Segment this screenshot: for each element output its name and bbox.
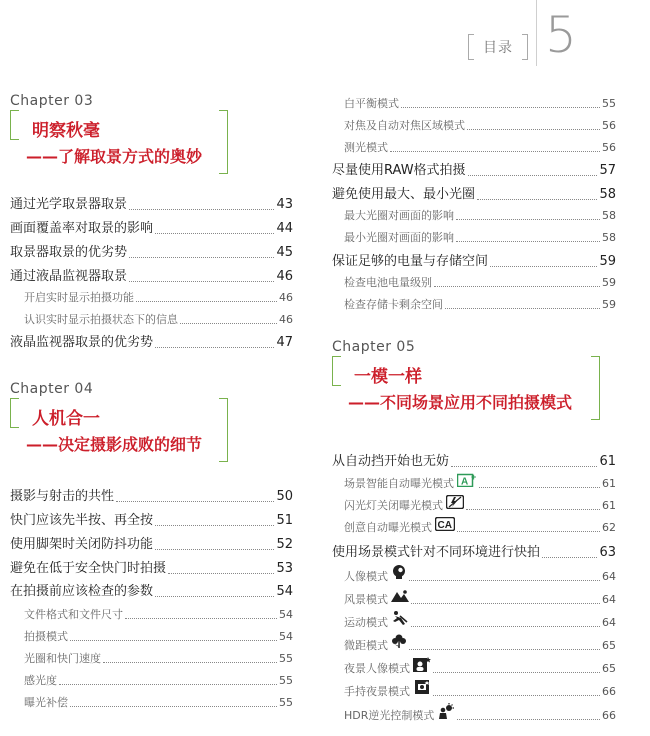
toc-leader-dots: [103, 662, 277, 663]
chapter-04-label: Chapter 04: [10, 381, 94, 397]
creative-auto-icon: [435, 517, 455, 536]
toc-entry-label: 液晶监视器取景的优劣势: [10, 335, 154, 350]
toc-entry[interactable]: [332, 453, 616, 471]
toc-leader-dots: [466, 509, 600, 510]
toc-leader-dots: [401, 107, 600, 108]
toc-entry-page: 61: [599, 454, 616, 469]
toc-entry-label: 保证足够的电量与存储空间: [332, 254, 489, 269]
toc-entry-label: 创意自动曝光模式: [344, 521, 432, 534]
toc-entry[interactable]: [344, 684, 616, 700]
toc-entry-label: 手持夜景模式: [344, 685, 410, 698]
header-divider: [536, 0, 537, 66]
toc-entry[interactable]: [344, 615, 616, 631]
toc-entry-label: 摄影与射击的共性: [10, 489, 115, 504]
toc-entry[interactable]: [344, 275, 616, 291]
toc-entry-page: 59: [602, 276, 616, 289]
toc-entry[interactable]: [344, 708, 616, 724]
toc-entry-page: 52: [276, 537, 293, 552]
toc-entry[interactable]: [344, 297, 616, 313]
toc-entry[interactable]: [344, 473, 616, 492]
toc-entry-page: 64: [602, 570, 616, 583]
toc-entry-label: 人像模式: [344, 570, 388, 583]
toc-entry-page: 61: [602, 477, 616, 490]
toc-entry-page: 51: [276, 513, 293, 528]
toc-leader-dots: [456, 241, 600, 242]
toc-leader-dots: [433, 695, 600, 696]
toc-leader-dots: [433, 672, 600, 673]
toc-entry-label: 测光模式: [344, 141, 388, 154]
svg-text:+: +: [471, 473, 477, 482]
chapter-03-subtitle: ——了解取景方式的奥妙: [26, 147, 203, 166]
toc-entry-page: 58: [602, 209, 616, 222]
toc-entry-label: 场景智能自动曝光模式: [344, 477, 454, 490]
toc-entry[interactable]: [344, 96, 616, 112]
toc-entry-page: 57: [599, 163, 616, 178]
toc-leader-dots: [434, 286, 600, 287]
toc-leader-dots: [180, 323, 277, 324]
chapter-04-title-box: [10, 398, 228, 460]
toc-entry-page: 43: [276, 197, 293, 212]
toc-leader-dots: [457, 719, 600, 720]
toc-entry[interactable]: [24, 651, 293, 667]
landscape-icon: [391, 589, 409, 608]
toc-entry-page: 55: [279, 674, 293, 687]
toc-entry-label: 运动模式: [344, 616, 388, 629]
toc-header-text: 目录: [483, 40, 513, 56]
chapter-03-label: Chapter 03: [10, 93, 94, 109]
toc-entry-label: HDR逆光控制模式: [344, 709, 435, 722]
hdr-backlight-icon: [437, 703, 455, 724]
toc-leader-dots: [70, 640, 277, 641]
chapter-04-title: 人机合一: [32, 409, 100, 429]
toc-leader-dots: [490, 266, 597, 267]
toc-entry-label: 微距模式: [344, 639, 388, 652]
toc-entry-page: 65: [602, 662, 616, 675]
toc-entry[interactable]: [24, 290, 293, 306]
toc-entry[interactable]: [344, 569, 616, 585]
toc-leader-dots: [451, 466, 597, 467]
toc-entry-label: 最小光圈对画面的影响: [344, 231, 454, 244]
toc-entry-label: 通过光学取景器取景: [10, 197, 128, 212]
toc-entry[interactable]: [332, 162, 616, 180]
chapter-05-title-box: [332, 356, 600, 418]
toc-entry-page: 59: [602, 298, 616, 311]
chapter-03-title: 明察秋毫: [32, 121, 100, 141]
toc-entry-label: 认识实时显示拍摄状态下的信息: [24, 313, 178, 326]
toc-entry-page: 46: [279, 313, 293, 326]
portrait-icon: [391, 564, 407, 585]
toc-entry-label: 避免在低于安全快门时拍摄: [10, 561, 167, 576]
toc-entry-label: 检查电池电量级别: [344, 276, 432, 289]
toc-leader-dots: [479, 487, 600, 488]
toc-entry-label: 取景器取景的优劣势: [10, 245, 128, 260]
toc-entry[interactable]: [332, 544, 616, 562]
toc-entry[interactable]: [10, 583, 293, 601]
toc-entry[interactable]: [332, 253, 616, 271]
toc-entry-page: 59: [599, 254, 616, 269]
toc-leader-dots: [542, 557, 597, 558]
toc-entry-page: 62: [602, 521, 616, 534]
toc-entry[interactable]: [344, 118, 616, 134]
toc-entry[interactable]: [10, 334, 293, 352]
toc-leader-dots: [409, 580, 600, 581]
toc-entry-label: 最大光圈对画面的影响: [344, 209, 454, 222]
toc-entry-label: 画面覆盖率对取景的影响: [10, 221, 154, 236]
toc-leader-dots: [155, 347, 274, 348]
toc-leader-dots: [411, 626, 600, 627]
chapter-05-title: 一模一样: [354, 367, 422, 387]
toc-leader-dots: [155, 525, 274, 526]
toc-entry[interactable]: [24, 673, 293, 689]
svg-text:CA: CA: [437, 520, 452, 531]
toc-entry-label: 曝光补偿: [24, 696, 68, 709]
toc-entry-label: 避免使用最大、最小光圈: [332, 187, 476, 202]
toc-entry-page: 66: [602, 685, 616, 698]
toc-entry-page: 64: [602, 593, 616, 606]
toc-entry-label: 尽量使用RAW格式拍摄: [332, 163, 466, 178]
toc-leader-dots: [468, 175, 598, 176]
toc-leader-dots: [129, 281, 274, 282]
toc-entry[interactable]: [344, 208, 616, 224]
toc-entry-label: 通过液晶监视器取景: [10, 269, 128, 284]
chapter-05-label: Chapter 05: [332, 339, 416, 355]
toc-entry[interactable]: [344, 140, 616, 156]
chapter-05-subtitle: ——不同场景应用不同拍摄模式: [348, 393, 573, 412]
toc-entry-label: 检查存储卡剩余空间: [344, 298, 443, 311]
toc-leader-dots: [70, 706, 277, 707]
toc-entry-page: 47: [276, 335, 293, 350]
macro-icon: [391, 633, 407, 654]
toc-leader-dots: [116, 501, 274, 502]
toc-entry-page: 66: [602, 709, 616, 722]
toc-entry[interactable]: [344, 498, 616, 514]
toc-entry[interactable]: [24, 629, 293, 645]
toc-entry-page: 55: [602, 97, 616, 110]
sports-icon: [391, 610, 409, 631]
toc-entry[interactable]: [10, 244, 293, 262]
toc-entry[interactable]: [10, 560, 293, 578]
toc-leader-dots: [445, 308, 600, 309]
flash-off-icon: [446, 495, 464, 514]
toc-entry-label: 感光度: [24, 674, 57, 687]
page-number: 5: [545, 6, 577, 64]
toc-entry-page: 58: [602, 231, 616, 244]
toc-entry[interactable]: [344, 230, 616, 246]
toc-entry[interactable]: [344, 592, 616, 608]
toc-entry[interactable]: [10, 512, 293, 530]
toc-entry-page: 56: [602, 119, 616, 132]
toc-leader-dots: [125, 618, 277, 619]
handheld-night-icon: [413, 679, 431, 700]
toc-leader-dots: [136, 301, 277, 302]
toc-leader-dots: [456, 219, 600, 220]
toc-entry-label: 拍摄模式: [24, 630, 68, 643]
toc-entry-page: 54: [276, 584, 293, 599]
toc-leader-dots: [129, 209, 274, 210]
toc-entry-page: 63: [599, 545, 616, 560]
toc-entry-label: 对焦及自动对焦区域模式: [344, 119, 465, 132]
toc-entry-page: 61: [602, 499, 616, 512]
toc-entry-label: 使用脚架时关闭防抖功能: [10, 537, 154, 552]
toc-header-label: [468, 34, 528, 60]
toc-entry-page: 46: [276, 269, 293, 284]
toc-entry[interactable]: [344, 520, 616, 536]
toc-entry[interactable]: [10, 196, 293, 214]
toc-entry-page: 55: [279, 696, 293, 709]
toc-entry[interactable]: [10, 536, 293, 554]
chapter-04-subtitle: ——决定摄影成败的细节: [26, 435, 203, 454]
toc-entry[interactable]: [24, 312, 293, 328]
toc-entry-label: 开启实时显示拍摄功能: [24, 291, 134, 304]
toc-leader-dots: [168, 573, 274, 574]
toc-entry-page: 56: [602, 141, 616, 154]
toc-leader-dots: [477, 199, 597, 200]
toc-entry-label: 光圈和快门速度: [24, 652, 101, 665]
toc-entry-label: 从自动挡开始也无妨: [332, 454, 450, 469]
toc-entry-page: 44: [276, 221, 293, 236]
svg-text:A: A: [461, 476, 469, 487]
toc-leader-dots: [390, 151, 600, 152]
toc-leader-dots: [411, 603, 600, 604]
toc-entry-page: 65: [602, 639, 616, 652]
toc-entry-label: 夜景人像模式: [344, 662, 410, 675]
toc-entry-label: 闪光灯关闭曝光模式: [344, 499, 443, 512]
toc-leader-dots: [467, 129, 600, 130]
toc-leader-dots: [155, 596, 274, 597]
night-portrait-icon: [413, 656, 431, 677]
toc-entry-label: 风景模式: [344, 593, 388, 606]
toc-entry[interactable]: [332, 186, 616, 204]
toc-leader-dots: [155, 549, 274, 550]
toc-leader-dots: [409, 649, 600, 650]
toc-leader-dots: [155, 233, 274, 234]
toc-entry[interactable]: [24, 695, 293, 711]
toc-entry-page: 55: [279, 652, 293, 665]
toc-entry-page: 64: [602, 616, 616, 629]
toc-entry[interactable]: [10, 268, 293, 286]
toc-entry-page: 58: [599, 187, 616, 202]
chapter-03-title-box: [10, 110, 228, 172]
toc-entry-page: 54: [279, 608, 293, 621]
toc-entry-label: 文件格式和文件尺寸: [24, 608, 123, 621]
toc-entry-page: 53: [276, 561, 293, 576]
toc-entry-label: 白平衡模式: [344, 97, 399, 110]
toc-entry[interactable]: [344, 661, 616, 677]
toc-entry[interactable]: [24, 607, 293, 623]
toc-entry-page: 46: [279, 291, 293, 304]
toc-entry-label: 快门应该先半按、再全按: [10, 513, 154, 528]
toc-entry[interactable]: [10, 488, 293, 506]
toc-entry-label: 在拍摄前应该检查的参数: [10, 584, 154, 599]
toc-leader-dots: [129, 257, 274, 258]
toc-leader-dots: [59, 684, 277, 685]
toc-entry-label: 使用场景模式针对不同环境进行快拍: [332, 545, 541, 560]
scene-intelligent-auto-icon: [457, 473, 477, 492]
toc-entry-page: 45: [276, 245, 293, 260]
toc-entry-page: 54: [279, 630, 293, 643]
toc-leader-dots: [457, 531, 600, 532]
toc-entry-page: 50: [276, 489, 293, 504]
toc-entry[interactable]: [10, 220, 293, 238]
toc-entry[interactable]: [344, 638, 616, 654]
